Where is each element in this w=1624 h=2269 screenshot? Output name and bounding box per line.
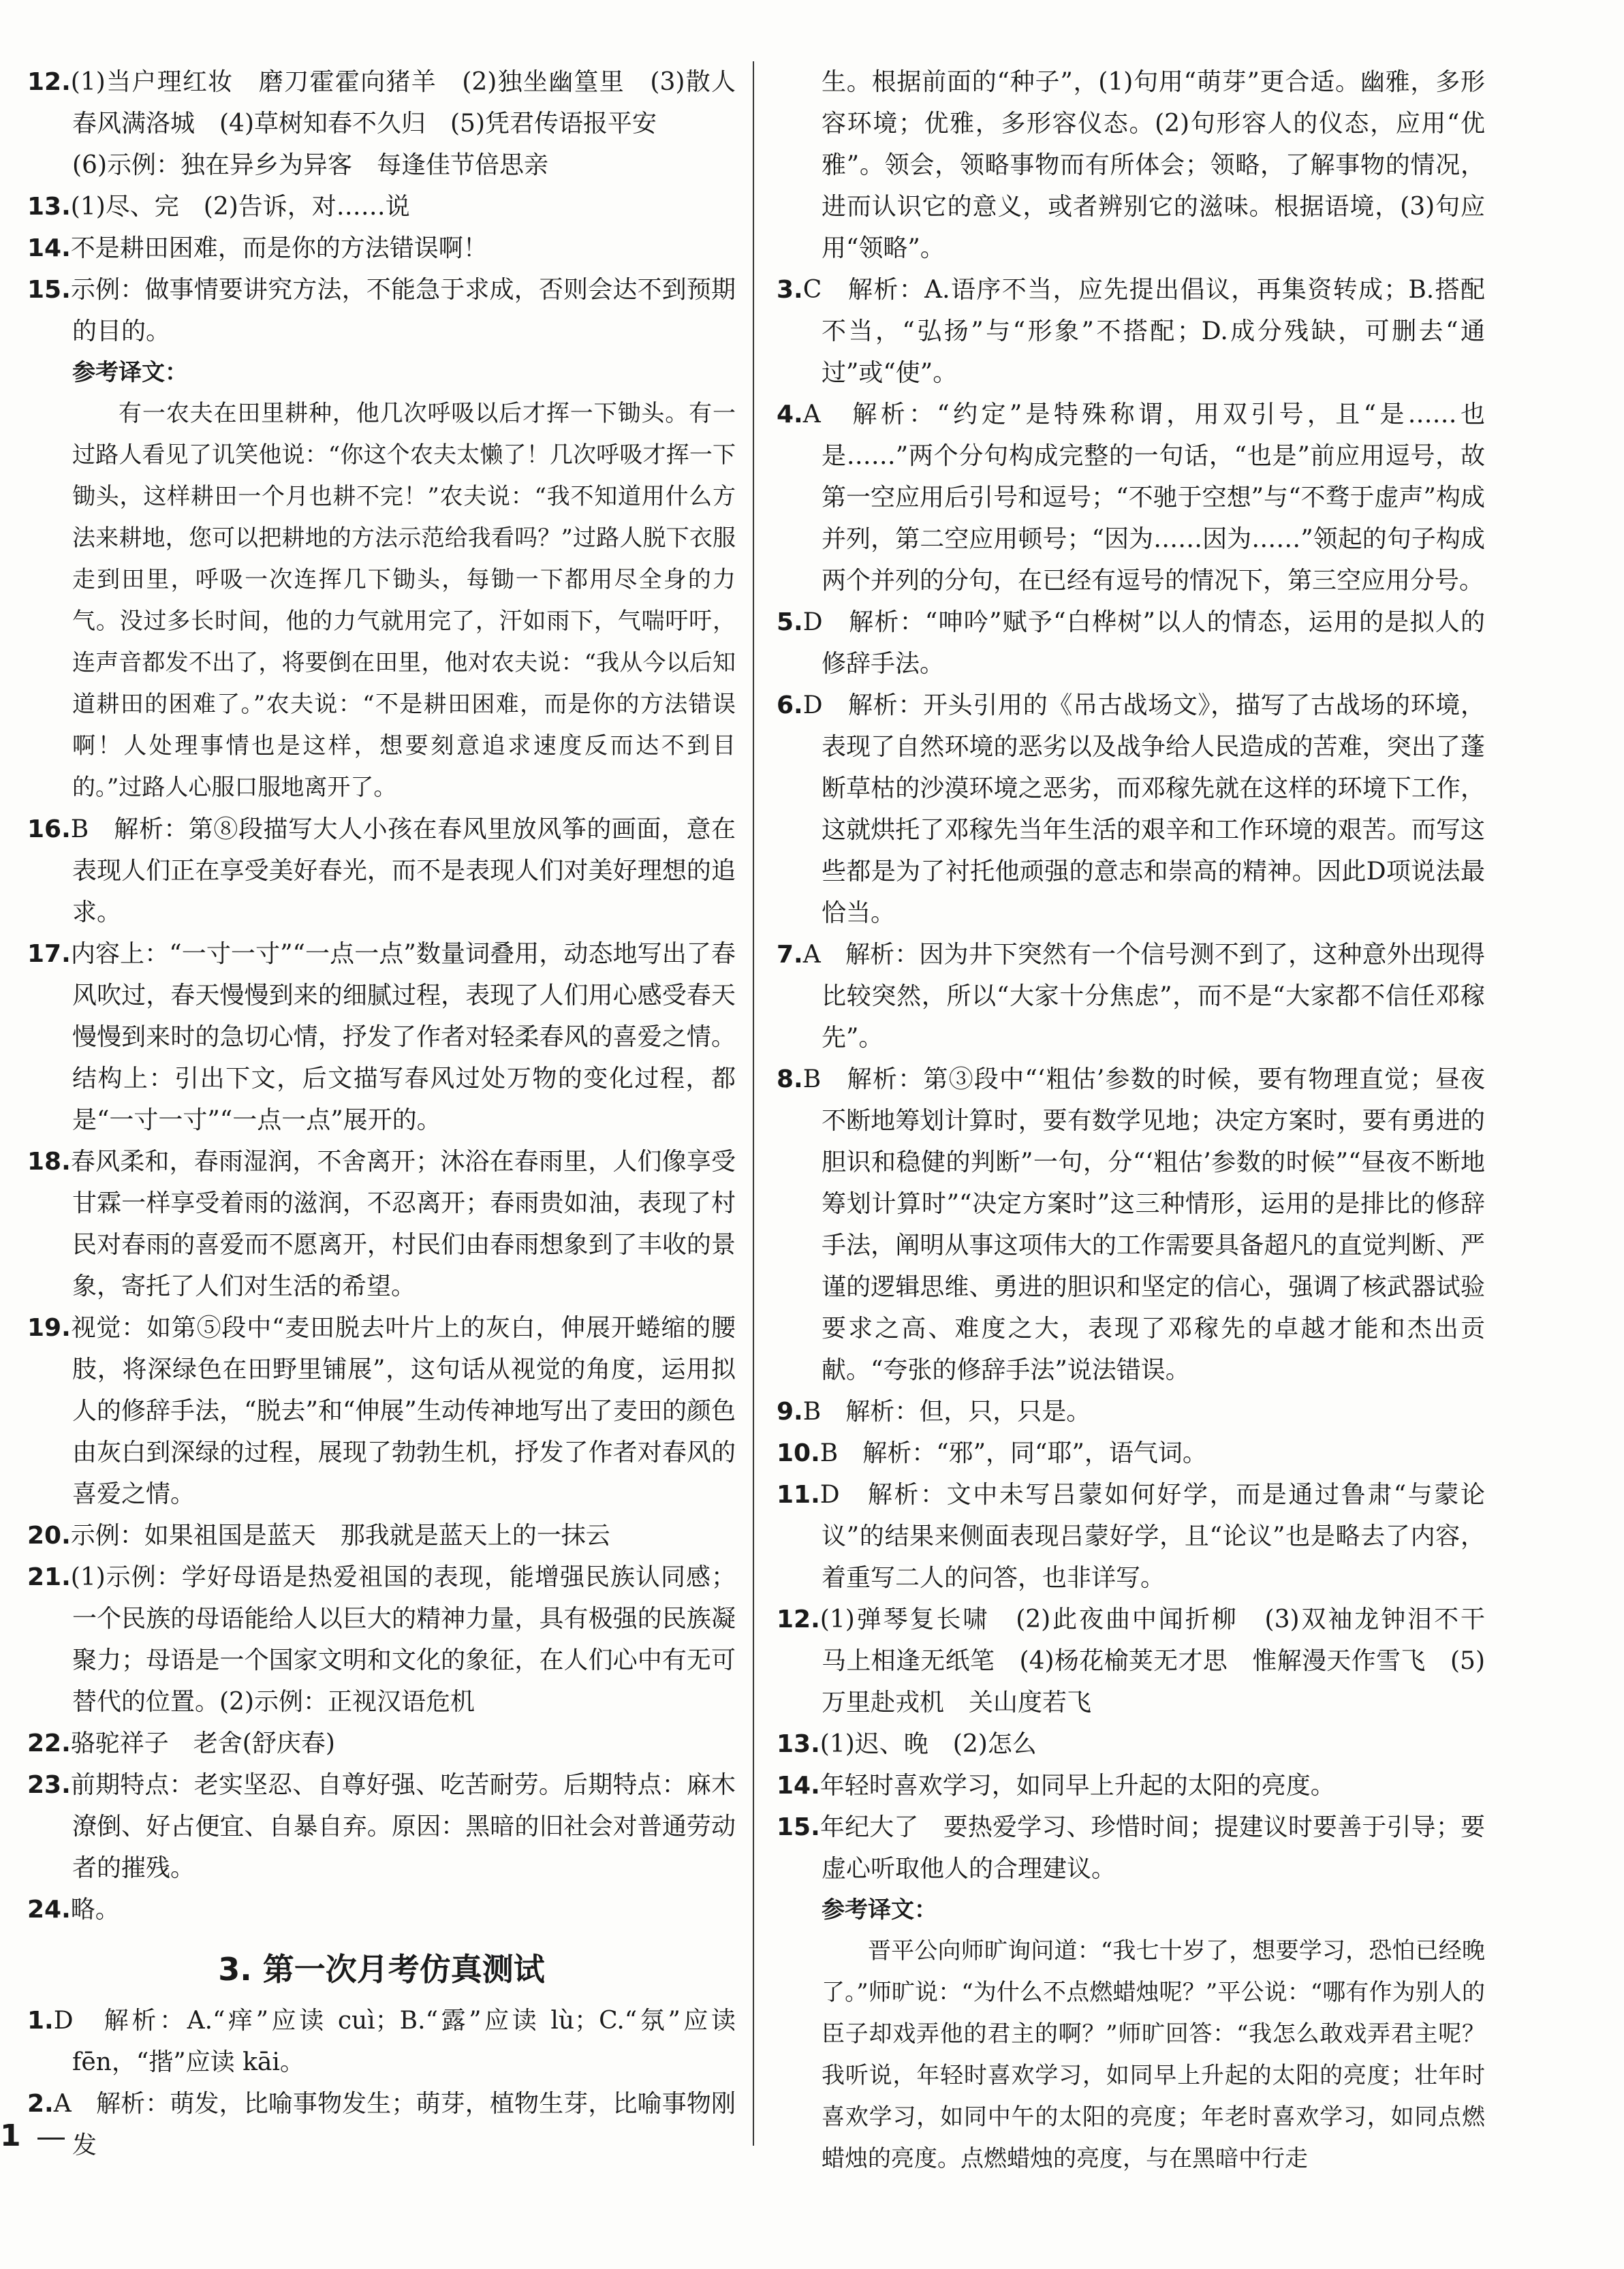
answer-number: 21. (27, 1563, 71, 1591)
answer-number: 5. (777, 608, 803, 636)
answer-number: 13. (777, 1730, 820, 1758)
answer-number: 16. (27, 815, 71, 843)
answer-text: B 解析：第⑧段描写大人小孩在春风里放风筝的画面，意在表现人们正在享受美好春光，而不是表现人们对美好理想的追求。 (70, 815, 736, 926)
answer-item (777, 1391, 1485, 1433)
answer-item (27, 1556, 736, 1723)
continued-answer: 生。根据前面的“种子”，(1)句用“萌芽”更合适。幽雅，多形容环境；优雅，多形容仪态。(2)句形容人的仪态，应用“优雅”。领会，领略事物而有所体会；领略，了解事物的情况，进而认识它的意义，或者辨别它的滋味。根据语境，(3)句应用“领略”。 (822, 68, 1485, 262)
answer-number: 11. (777, 1481, 820, 1509)
answer-item (777, 1059, 1485, 1391)
answer-item (27, 1141, 736, 1307)
answer-item (27, 809, 736, 933)
answer-text: D 解析：“呻吟”赋予“白桦树”以人的情态，运用的是拟人的修辞手法。 (802, 608, 1485, 678)
answer-text: (1)示例：学好母语是热爱祖国的表现，能增强民族认同感；一个民族的母语能给人以巨大的精神力量，具有极强的民族凝聚力；母语是一个国家文明和文化的象征，在人们心中有无可替代的位置。(2)示例：正视汉语危机 (70, 1563, 736, 1716)
answer-item (777, 269, 1485, 394)
answer-item (27, 1889, 736, 1930)
reference-translation: 晋平公向师旷询问道：“我七十岁了，想要学习，恐怕已经晚了。”师旷说：“为什么不点燃蜡烛呢？”平公说：“哪有作为别人的臣子却戏弄他的君主的啊？”师旷回答：“我怎么敢戏弄君主呢？我听说，年轻时喜欢学习，如同早上升起的太阳的亮度；壮年时喜欢学习，如同中午的太阳的亮度；年老时喜欢学习，如同点燃蜡烛的亮度。点燃蜡烛的亮度，与在黑暗中行走 (822, 1937, 1485, 2172)
reference-translation-title: 参考译文： (822, 1896, 937, 1924)
answer-text: B 解析：但，只，只是。 (802, 1398, 1091, 1426)
page-number: 1 (0, 2118, 21, 2153)
answer-number: 10. (777, 1439, 820, 1467)
answer-text: (1)迟、晚 (2)怎么 (819, 1730, 1037, 1758)
answer-item (777, 1474, 1485, 1599)
answer-number: 18. (27, 1148, 71, 1176)
answer-text: B 解析：第③段中“‘粗估’参数的时候，要有物理直觉；昼夜不断地筹划计算时，要有数学见地；决定方案时，要有勇进的胆识和稳健的判断”一句，分“‘粗估’参数的时候”“昼夜不断地筹划计算时”“决定方案时”这三种情形，运用的是排比的修辞手法，阐明从事这项伟大的工作需要具备超凡的直觉判断、严谨的逻辑思维、勇进的胆识和坚定的信心，强调了核武器试验要求之高、难度之大，表现了邓稼先的卓越才能和杰出贡献。“夸张的修辞手法”说法错误。 (802, 1065, 1485, 1384)
reference-translation-title: 参考译文： (72, 359, 188, 386)
answer-number: 6. (777, 691, 803, 719)
answer-text: A 解析：“约定”是特殊称谓，用双引号，且“是……也是……”两个分句构成完整的一句话，“也是”前应用逗号，故第一空应用后引号和逗号；“不驰于空想”与“不骛于虚声”构成并列，第二空应用顿号；“因为……因为……”领起的句子构成两个并列的分句，在已经有逗号的情况下，第三空应用分号。 (802, 401, 1485, 595)
answer-number: 15. (27, 276, 71, 304)
answer-item (27, 2000, 736, 2083)
answer-number: 9. (777, 1398, 803, 1426)
answer-text: 年轻时喜欢学习，如同早上升起的太阳的亮度。 (819, 1772, 1335, 1800)
answer-text: D 解析：文中未写吕蒙如何好学，而是通过鲁肃“与蒙论议”的结果来侧面表现吕蒙好学，且“论议”也是略去了内容，着重写二人的问答，也非详写。 (819, 1481, 1485, 1592)
answer-item (777, 394, 1485, 601)
answer-item (27, 1307, 736, 1515)
answer-text: C 解析：A.语序不当，应先提出倡议，再集资转成；B.搭配不当，“弘扬”与“形象”不搭配；D.成分残缺，可删去“通过”或“使”。 (802, 276, 1485, 387)
answer-number: 20. (27, 1522, 71, 1550)
answer-item (27, 933, 736, 1141)
answer-number: 14. (27, 234, 71, 262)
answer-text: 骆驼祥子 老舍(舒庆春) (70, 1730, 335, 1757)
answer-item (777, 1806, 1485, 1890)
answer-item (27, 2083, 736, 2166)
answer-number: 12. (27, 68, 71, 96)
left-column (27, 61, 736, 2166)
answer-number: 19. (27, 1314, 71, 1342)
answer-sub-item: (6)示例：独在异乡为异客 每逢佳节倍思亲 (72, 151, 548, 179)
answer-number: 7. (777, 941, 803, 969)
answer-text: 视觉：如第⑤段中“麦田脱去叶片上的灰白，伸展开蜷缩的腰肢，将深绿色在田野里铺展”，这句话从视觉的角度，运用拟人的修辞手法，“脱去”和“伸展”生动传神地写出了麦田的颜色由灰白到深绿的过程，展现了勃勃生机，抒发了作者对春风的喜爱之情。 (70, 1314, 736, 1508)
answer-item (27, 1723, 736, 1764)
answer-item (777, 1723, 1485, 1765)
answer-item (27, 186, 736, 228)
answer-text: D 解析：A.“痒”应读 cuì；B.“露”应读 lù；C.“氛”应读 fēn，“揩”应读 kāi。 (53, 2007, 736, 2076)
answer-number: 14. (777, 1772, 820, 1800)
section-title: 3. 第一次月考仿真测试 (218, 1951, 545, 1988)
answer-item (27, 61, 736, 144)
answer-text: 示例：如果祖国是蓝天 那我就是蓝天上的一抹云 (70, 1522, 610, 1550)
answer-number: 1. (27, 2007, 54, 2035)
answer-item (777, 1765, 1485, 1806)
answer-text: 年纪大了 要热爱学习、珍惜时间；提建议时要善于引导；要虚心听取他人的合理建议。 (819, 1813, 1485, 1883)
answer-text: 内容上：“一寸一寸”“一点一点”数量词叠用，动态地写出了春风吹过，春天慢慢到来的细腻过程，表现了人们用心感受春天慢慢到来时的急切心情，抒发了作者对轻柔春风的喜爱之情。结构上：引出下文，后文描写春风过处万物的变化过程，都是“一寸一寸”“一点一点”展开的。 (70, 940, 736, 1134)
answer-number: 22. (27, 1730, 71, 1757)
answer-item (777, 601, 1485, 685)
answer-item (27, 269, 736, 352)
answer-text: 示例：做事情要讲究方法，不能急于求成，否则会达不到预期的目的。 (70, 276, 736, 345)
answer-number: 8. (777, 1065, 803, 1093)
answer-text: 春风柔和，春雨湿润，不舍离开；沐浴在春雨里，人们像享受甘霖一样享受着雨的滋润，不忍离开；春雨贵如油，表现了村民对春雨的喜爱而不愿离开，村民们由春雨想象到了丰收的景象，寄托了人们对生活的希望。 (70, 1148, 736, 1300)
answer-number: 24. (27, 1896, 71, 1924)
answer-number: 17. (27, 940, 71, 968)
answer-item (777, 1433, 1485, 1474)
page-number-dash (37, 2138, 65, 2140)
answer-number: 3. (777, 276, 803, 304)
answer-number: 12. (777, 1606, 820, 1633)
reference-translation: 有一农夫在田里耕种，他几次呼吸以后才挥一下锄头。有一过路人看见了讥笑他说：“你这个农夫太懒了！几次呼吸才挥一下锄头，这样耕田一个月也耕不完！”农夫说：“我不知道用什么方法来耕地，您可以把耕地的方法示范给我看吗？”过路人脱下衣服走到田里，呼吸一次连挥几下锄头，每锄一下都用尽全身的力气。没过多长时间，他的力气就用完了，汗如雨下，气喘吁吁，连声音都发不出了，将要倒在田里，他对农夫说：“我从今以后知道耕田的困难了。”农夫说：“不是耕田困难，而是你的方法错误啊！人处理事情也是这样，想要刻意追求速度反而达不到目的。”过路人心服口服地离开了。 (72, 400, 736, 801)
answer-text: (1)尽、完 (2)告诉，对……说 (70, 193, 410, 221)
answer-number: 2. (27, 2090, 54, 2118)
answer-number: 23. (27, 1771, 71, 1799)
answer-item (27, 1764, 736, 1889)
answer-text: (1)弹琴复长啸 (2)此夜曲中闻折柳 (3)双袖龙钟泪不干 马上相逢无纸笔 (4)杨花榆荚无才思 惟解漫天作雪飞 (5)万里赴戎机 关山度若飞 (819, 1606, 1510, 1717)
answer-item (27, 228, 736, 269)
answer-text: B 解析：“邪”，同“耶”，语气词。 (819, 1439, 1207, 1467)
answer-item (777, 1599, 1510, 1723)
answer-item (777, 685, 1485, 934)
answer-text: 前期特点：老实坚忍、自尊好强、吃苦耐劳。后期特点：麻木潦倒、好占便宜、自暴自弃。原因：黑暗的旧社会对普通劳动者的摧残。 (70, 1771, 736, 1882)
answer-text: A 解析：因为井下突然有一个信号测不到了，这种意外出现得比较突然，所以“大家十分焦虑”，而不是“大家都不信任邓稼先”。 (802, 941, 1485, 1052)
column-divider (753, 61, 754, 2146)
answer-text: D 解析：开头引用的《吊古战场文》，描写了古战场的环境，表现了自然环境的恶劣以及战争给人民造成的苦难，突出了蓬断草枯的沙漠环境之恶劣，而邓稼先就在这样的环境下工作，这就烘托了邓稼先当年生活的艰辛和工作环境的艰苦。而写这些都是为了衬托他顽强的意志和崇高的精神。因此D项说法最恰当。 (802, 691, 1485, 927)
answer-text: 不是耕田困难，而是你的方法错误啊！ (70, 234, 488, 262)
answer-text: (1)当户理红妆 磨刀霍霍向猪羊 (2)独坐幽篁里 (3)散人春风满洛城 (4)草树知春不久归 (5)凭君传语报平安 (70, 68, 736, 138)
answer-number: 13. (27, 193, 71, 221)
answer-number: 4. (777, 401, 803, 428)
answer-text: A 解析：萌发，比喻事物发生；萌芽，植物生芽，比喻事物刚发 (53, 2090, 736, 2159)
answer-item (27, 1515, 736, 1556)
answer-item (777, 934, 1485, 1059)
right-column (777, 61, 1510, 2180)
answer-text: 略。 (70, 1896, 120, 1924)
answer-number: 15. (777, 1813, 820, 1841)
